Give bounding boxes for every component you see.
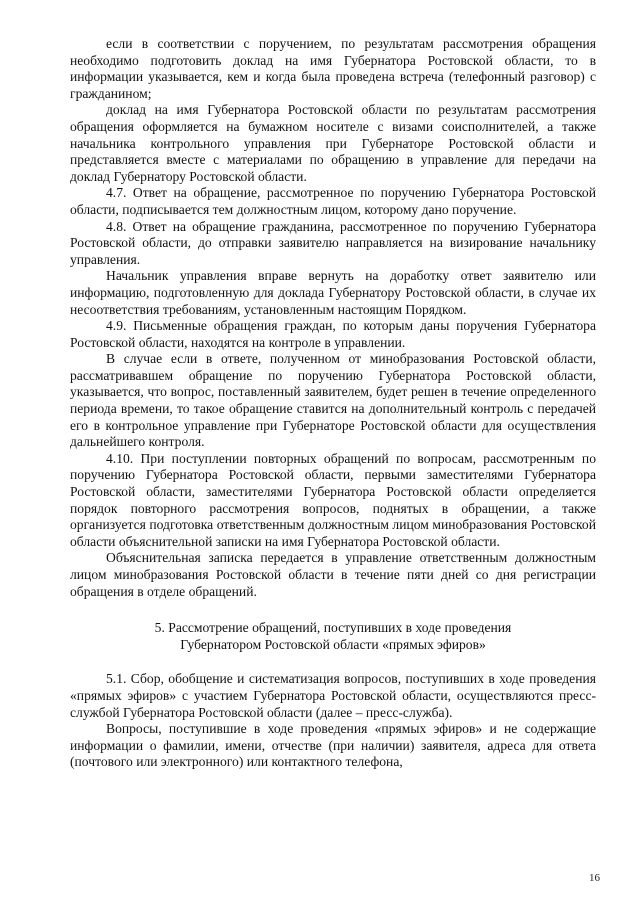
- paragraph: Начальник управления вправе вернуть на доработку ответ заявителю или информацию, подготовленную для доклада Губернатору Ростовской области, в случае их несоответствия требованиям, установленным настоящим Порядком.: [70, 268, 596, 317]
- section-heading-line: 5. Рассмотрение обращений, поступивших в ходе проведения: [154, 620, 512, 636]
- paragraph: если в соответствии с поручением, по результатам рассмотрения обращения необходимо подготовить доклад на имя Губернатора Ростовской области, то в информации указывается, кем и когда была проведена встреча (телефонный разговор) с гражданином;: [70, 36, 596, 101]
- section-heading-line: Губернатором Ростовской области «прямых эфиров»: [180, 636, 486, 652]
- section-heading: [70, 620, 596, 653]
- paragraph: 4.8. Ответ на обращение гражданина, рассмотренное по поручению Губернатора Ростовской области, до отправки заявителю направляется на визирование начальнику управления.: [70, 218, 596, 267]
- document-body: [70, 36, 596, 771]
- paragraph: В случае если в ответе, полученном от минобразования Ростовской области, рассматривавшем обращение по поручению Губернатора Ростовской области, указывается, что вопрос, поставленный заявителем, будет решен в течение определенного периода времени, то такое обращение ставится на дополнительный контроль с передачей его в контрольное управление при Губернаторе Ростовской области для осуществления дальнейшего контроля.: [70, 351, 596, 450]
- paragraph: Объяснительная записка передается в управление ответственным должностным лицом минобразования Ростовской области в течение пяти дней со дня регистрации обращения в отделе обращений.: [70, 550, 596, 599]
- paragraph: 4.7. Ответ на обращение, рассмотренное по поручению Губернатора Ростовской области, подписывается тем должностным лицом, которому дано поручение.: [70, 185, 596, 217]
- paragraph: 4.9. Письменные обращения граждан, по которым даны поручения Губернатора Ростовской области, находятся на контроле в управлении.: [70, 318, 596, 350]
- paragraph: доклад на имя Губернатора Ростовской области по результатам рассмотрения обращения оформляется на бумажном носителе с визами соисполнителей, а также начальника контрольного управления при Губернаторе Ростовской области и представляется вместе с материалами по обращению в управление для передачи на доклад Губернатору Ростовской области.: [70, 102, 596, 184]
- paragraph: Вопросы, поступившие в ходе проведения «прямых эфиров» и не содержащие информации о фамилии, имени, отчестве (при наличии) заявителя, адреса для ответа (почтового или электронного) или контактного телефона,: [70, 721, 596, 770]
- page-number: 16: [589, 872, 600, 884]
- paragraph: 4.10. При поступлении повторных обращений по вопросам, рассмотренным по поручению Губернатора Ростовской области, первыми заместителями Губернатора Ростовской области, заместителями Губернатора Ростовской области определяется порядок повторного рассмотрения вопросов, поднятых в обращении, а также организуется подготовка ответственным должностным лицом минобразования Ростовской области объяснительной записки на имя Губернатора Ростовской области.: [70, 450, 596, 549]
- paragraph: 5.1. Сбор, обобщение и систематизация вопросов, поступивших в ходе проведения «прямых эфиров» с участием Губернатора Ростовской области, осуществляются пресс-службой Губернатора Ростовской области (далее – пресс-служба).: [70, 671, 596, 720]
